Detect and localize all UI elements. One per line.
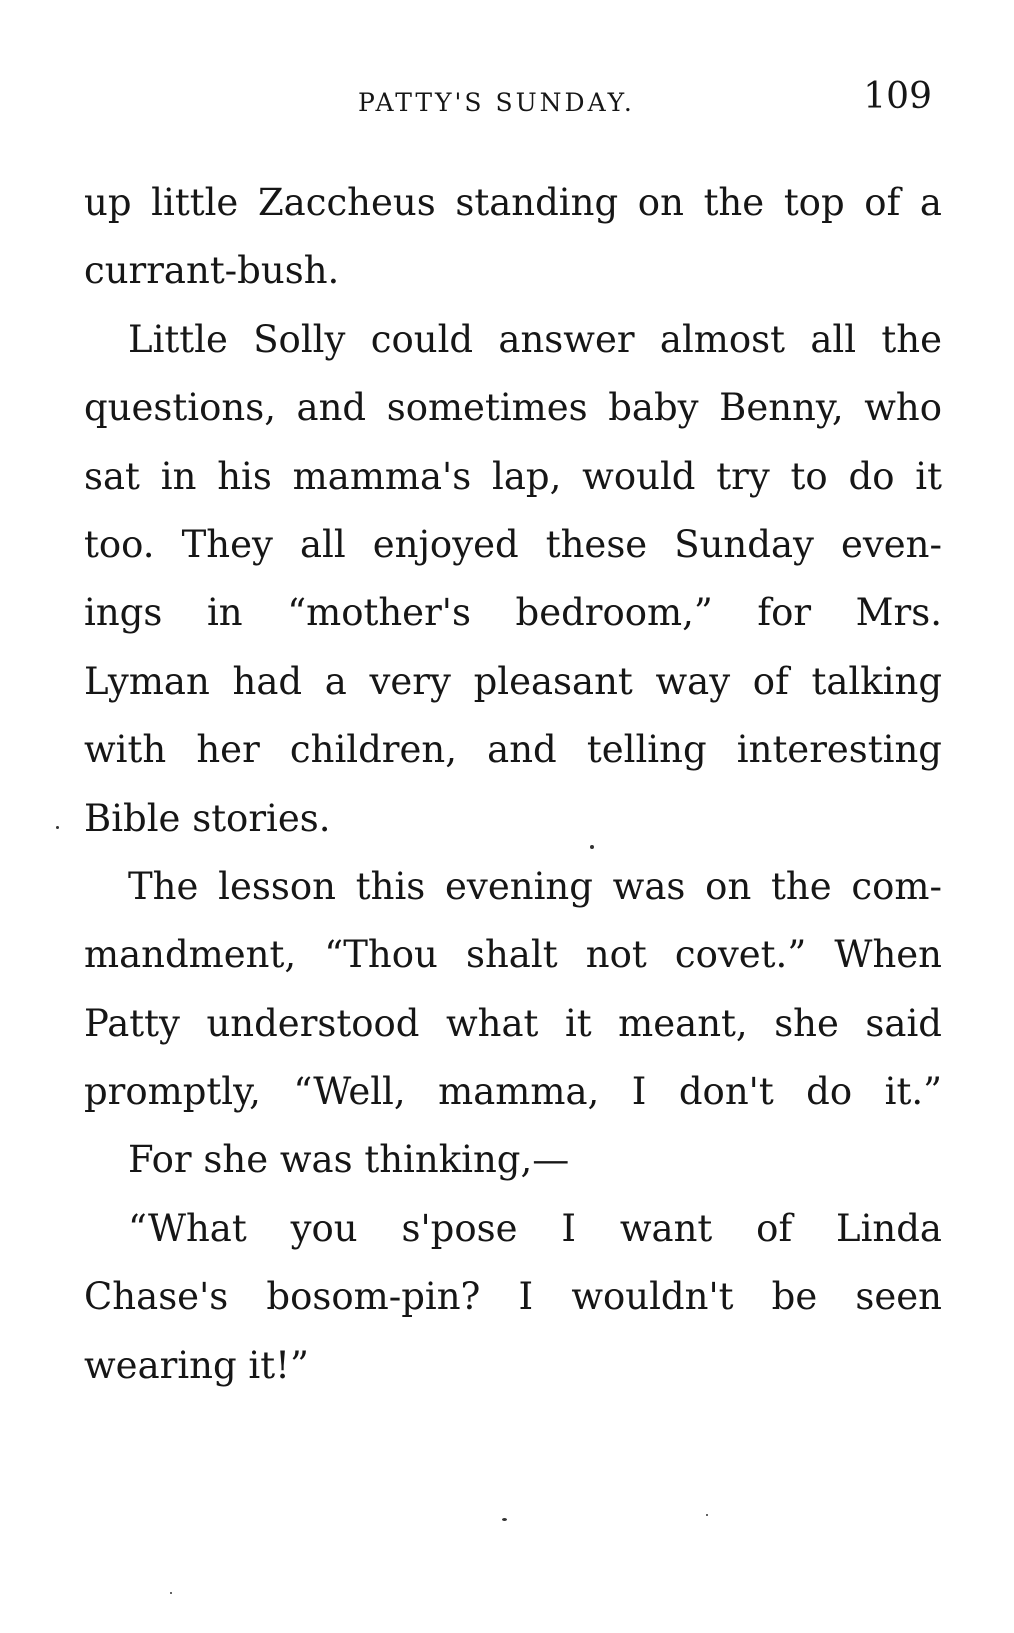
text-line: wearing it!” — [84, 1343, 309, 1387]
text-line: sat in his mamma's lap, would try to do it — [84, 454, 942, 498]
text-line: Patty understood what it meant, she said — [84, 1001, 942, 1045]
text-line: too. They all enjoyed these Sunday even- — [84, 522, 942, 566]
print-speck — [170, 1592, 172, 1594]
print-speck — [706, 1514, 708, 1516]
text-line: ings in “mother's bedroom,” for Mrs. — [84, 591, 942, 635]
text-line: with her children, and telling interesting — [84, 728, 942, 772]
running-title: PATTY'S SUNDAY. — [358, 88, 635, 117]
text-line: Little Solly could answer almost all the — [128, 317, 942, 361]
text-line: mandment, “Thou shalt not covet.” When — [84, 933, 942, 977]
page-header — [0, 76, 1014, 126]
page-number: 109 — [863, 76, 932, 117]
print-speck — [56, 826, 59, 829]
text-line: up little Zaccheus standing on the top of a — [84, 181, 942, 224]
text-line: promptly, “Well, mamma, I don't do it.” — [84, 1070, 942, 1114]
text-line: questions, and sometimes baby Benny, who — [84, 386, 942, 430]
text-line: The lesson this evening was on the com- — [128, 864, 942, 908]
text-line: Bible stories. — [84, 796, 331, 840]
body-text — [84, 181, 942, 1419]
text-line: Lyman had a very pleasant way of talking — [84, 659, 942, 703]
text-line: Chase's bosom-pin? I wouldn't be seen — [84, 1275, 942, 1319]
print-speck — [502, 1518, 507, 1521]
text-line: “What you s'pose I want of Linda — [128, 1206, 942, 1250]
text-line: For she was thinking,— — [128, 1138, 570, 1182]
text-line: currant-bush. — [84, 249, 340, 293]
print-speck — [590, 845, 594, 849]
